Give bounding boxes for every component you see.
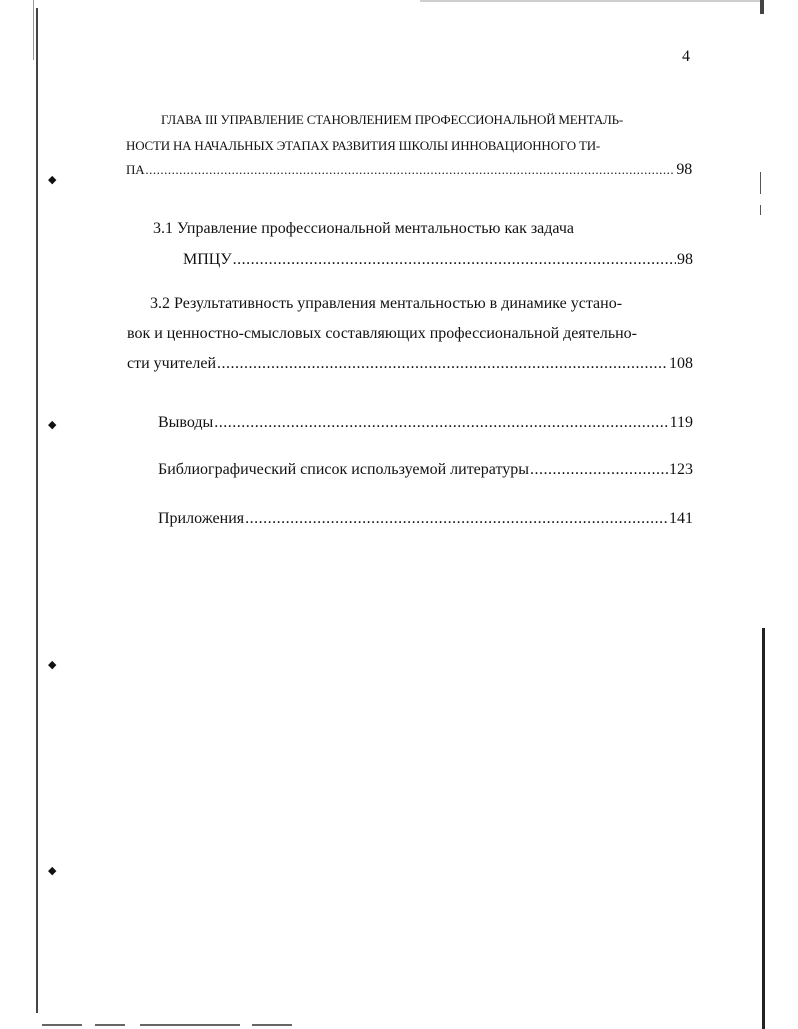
toc-section-3-2-line3: сти учителей (127, 355, 217, 372)
toc-section-3-1-page: 98 (677, 251, 693, 268)
toc-appendices-label: Приложения (158, 510, 245, 527)
toc-bibliography-page: 123 (669, 461, 693, 478)
scan-bottom-mark (95, 1024, 125, 1026)
dot-leader (217, 354, 668, 374)
dot-leader (530, 460, 668, 480)
punch-hole-mark-icon: ◆ (48, 174, 57, 186)
scan-left-border-line (36, 8, 38, 1013)
toc-section-3-2-page: 108 (669, 355, 693, 372)
scan-left-faint-line (33, 0, 34, 60)
toc-chapter3-entry[interactable] (126, 160, 692, 180)
toc-appendices-page: 141 (669, 510, 693, 527)
dot-leader (145, 160, 675, 180)
toc-chapter3-page: 98 (676, 161, 692, 178)
dot-leader (214, 413, 668, 433)
toc-chapter3-line1: ГЛАВА III УПРАВЛЕНИЕ СТАНОВЛЕНИЕМ ПРОФЕССИОНАЛЬНОЙ МЕНТАЛЬ- (161, 112, 624, 127)
toc-section-3-1-entry[interactable] (183, 250, 693, 270)
scan-right-top-mark (760, 0, 764, 14)
toc-section-3-2-line1: 3.2 Результативность управления ментальностью в динамике устано- (150, 295, 623, 312)
scan-right-tick (760, 172, 761, 194)
toc-section-3-1-line2: МПЦУ (183, 251, 232, 268)
toc-bibliography-label: Библиографический список используемой литературы (158, 461, 529, 478)
punch-hole-mark-icon: ◆ (48, 659, 57, 671)
toc-conclusions-page: 119 (669, 414, 693, 431)
dot-leader (245, 509, 668, 529)
page-number: 4 (682, 48, 690, 65)
toc-conclusions-entry[interactable] (158, 413, 693, 433)
punch-hole-mark-icon: ◆ (48, 419, 57, 431)
scan-bottom-mark (140, 1024, 240, 1026)
toc-section-3-2-line2: вок и ценностно-смысловых составляющих профессиональной деятельно- (127, 325, 638, 342)
dot-leader (233, 250, 676, 270)
scan-bottom-mark (252, 1024, 292, 1026)
scan-edge-top (420, 0, 760, 2)
punch-hole-mark-icon: ◆ (48, 865, 57, 877)
toc-appendices-entry[interactable] (158, 509, 693, 529)
scan-right-tick (760, 205, 761, 215)
toc-section-3-2-entry[interactable] (127, 354, 693, 374)
toc-conclusions-label: Выводы (158, 414, 214, 431)
toc-bibliography-entry[interactable] (158, 460, 693, 480)
scan-bottom-mark (42, 1024, 82, 1026)
scan-right-border-line (762, 628, 765, 1029)
toc-chapter3-line3: ПА (126, 162, 145, 177)
toc-chapter3-line2: НОСТИ НА НАЧАЛЬНЫХ ЭТАПАХ РАЗВИТИЯ ШКОЛЫ ИННОВАЦИОННОГО ТИ- (126, 138, 601, 153)
toc-section-3-1-line1: 3.1 Управление профессиональной ментальностью как задача (153, 220, 575, 237)
